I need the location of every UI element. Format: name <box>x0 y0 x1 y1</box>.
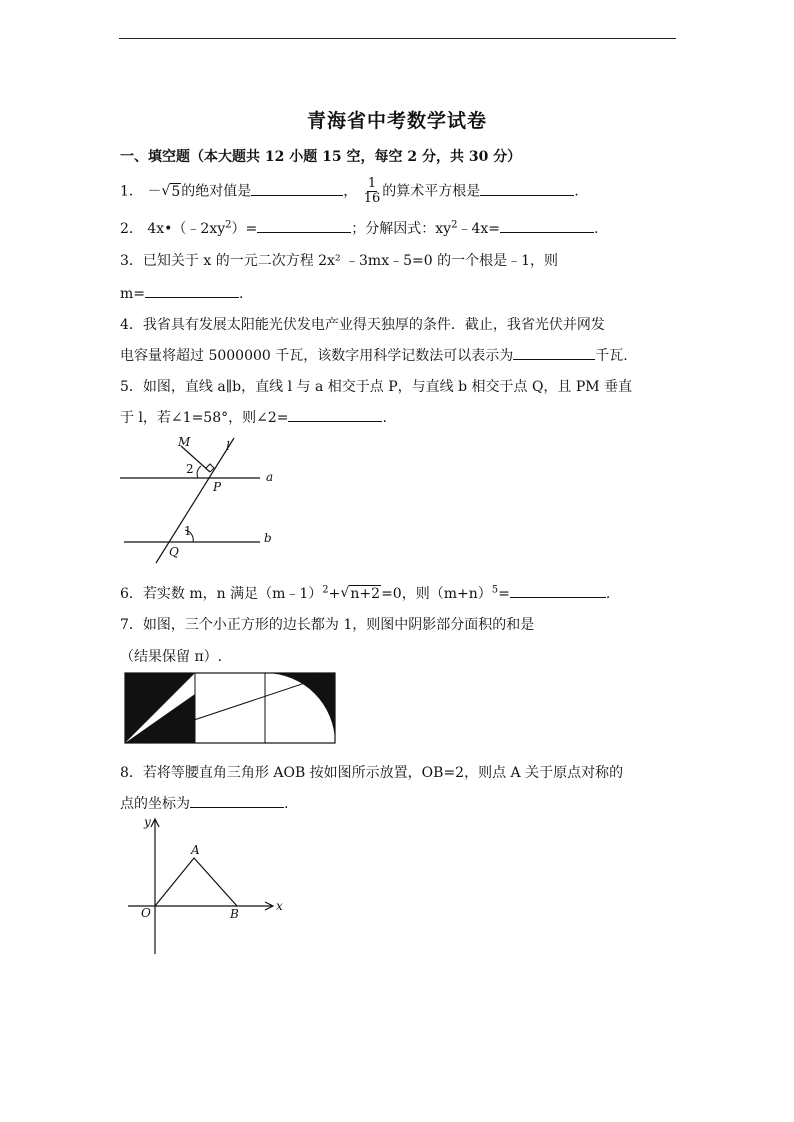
label-a: a <box>266 470 274 484</box>
label-b: B <box>230 907 239 921</box>
q8-text: 点的坐标为 <box>120 796 190 812</box>
q8-end: . <box>284 796 289 812</box>
answer-blank[interactable] <box>480 181 574 196</box>
question-7-line-1: 7．如图，三个小正方形的边长都为 1，则图中阴影部分面积的和是 <box>120 617 535 633</box>
q2-exp: 2 <box>225 219 232 231</box>
q1-sqrt <box>161 184 181 200</box>
question-7-line-2: （结果保留 π）. <box>120 649 223 665</box>
q6-plus: + <box>328 586 341 602</box>
header-rule <box>119 38 676 39</box>
figure-three-squares <box>124 672 336 744</box>
question-4-line-1: 4．我省具有发展太阳能光伏发电产业得天独厚的条件．截止，我省光伏并网发 <box>120 317 605 333</box>
label-q: Q <box>169 545 179 559</box>
q6-end: . <box>605 586 611 602</box>
label-p: P <box>213 480 222 494</box>
question-3-line-2 <box>120 283 243 302</box>
question-5-line-1: 5．如图，直线 a∥b，直线 l 与 a 相交于点 P，与直线 b 相交于点 Q，且 PM 垂直 <box>120 379 633 395</box>
label-m: M <box>178 435 191 449</box>
page-title: 青海省中考数学试卷 <box>306 110 487 132</box>
question-3-line-1: 3．已知关于 x 的一元二次方程 2x² ﹣3mx﹣5=0 的一个根是﹣1，则 <box>120 253 558 269</box>
q1-radicand: 5 <box>171 183 181 200</box>
q1-frac-den: 16 <box>363 191 381 206</box>
label-x: x <box>276 899 283 913</box>
q1-fraction <box>364 177 381 206</box>
answer-blank[interactable] <box>257 218 351 233</box>
q2-text-4: ﹣4x= <box>457 221 500 237</box>
q2-end: . <box>594 221 599 237</box>
label-l: l <box>226 439 230 453</box>
triangle-aob <box>155 858 237 906</box>
q1-comma: ， <box>343 183 358 200</box>
q1-frac-num: 1 <box>367 176 377 191</box>
q1-text-2: 的算术平方根是 <box>382 183 481 200</box>
answer-blank[interactable] <box>500 218 594 233</box>
q3-end: . <box>239 286 244 302</box>
answer-blank[interactable] <box>251 181 343 196</box>
label-angle-2: 2 <box>186 462 194 476</box>
line-l <box>156 438 234 563</box>
q1-number: 1． <box>120 183 143 200</box>
answer-blank[interactable] <box>288 407 382 422</box>
q6-exp-2: 5 <box>491 584 499 596</box>
question-1 <box>120 177 579 206</box>
q1-neg: － <box>147 183 162 200</box>
answer-blank[interactable] <box>145 283 239 298</box>
question-8-line-2 <box>120 793 288 813</box>
question-4-line-2 <box>120 345 628 365</box>
q6-sqrt <box>340 586 381 602</box>
q2-exp-2: 2 <box>451 219 458 231</box>
q1-text-1: 的绝对值是 <box>181 183 252 200</box>
angle-2-arc <box>197 466 201 478</box>
answer-blank[interactable] <box>510 583 606 598</box>
q6-text-2: =0，则（m+n） <box>381 586 492 602</box>
answer-blank[interactable] <box>513 345 595 360</box>
q2-text-1: 4x•（﹣2xy <box>147 221 226 237</box>
figure-parallel-lines <box>110 435 290 565</box>
label-a: A <box>191 843 200 857</box>
answer-blank[interactable] <box>190 793 284 808</box>
q6-radicand: n+2 <box>350 586 381 602</box>
q6-exp: 2 <box>322 584 329 596</box>
q6-text-3: = <box>498 586 510 602</box>
question-6 <box>120 583 610 603</box>
section-heading: 一、填空题（本大题共 12 小题 15 空，每空 2 分，共 30 分） <box>120 149 522 165</box>
question-2 <box>120 218 598 238</box>
question-5-line-2 <box>120 407 387 427</box>
q2-text-2: ）= <box>231 221 258 237</box>
q6-text-1: 6．若实数 m，n 满足（m﹣1） <box>120 586 323 602</box>
question-8-line-1: 8．若将等腰直角三角形 AOB 按如图所示放置，OB=2，则点 A 关于原点对称的 <box>120 765 624 781</box>
q5-text: 于 l，若∠1=58°，则∠2= <box>120 410 289 426</box>
label-y: y <box>144 815 151 829</box>
q4-text: 电容量将超过 5000000 千瓦，该数字用科学记数法可以表示为 <box>120 348 514 364</box>
q1-end: . <box>574 183 579 200</box>
label-b: b <box>264 531 272 545</box>
q5-end: . <box>382 410 387 426</box>
q3-m-label: m= <box>120 286 146 302</box>
figure-coordinate-triangle <box>120 812 300 958</box>
q2-number: 2． <box>120 221 143 237</box>
q4-unit: 千瓦. <box>595 348 628 364</box>
right-angle-mark <box>206 464 214 472</box>
label-o: O <box>141 906 151 920</box>
label-angle-1: 1 <box>184 524 192 538</box>
q2-text-3: ；分解因式：xy <box>351 221 452 237</box>
